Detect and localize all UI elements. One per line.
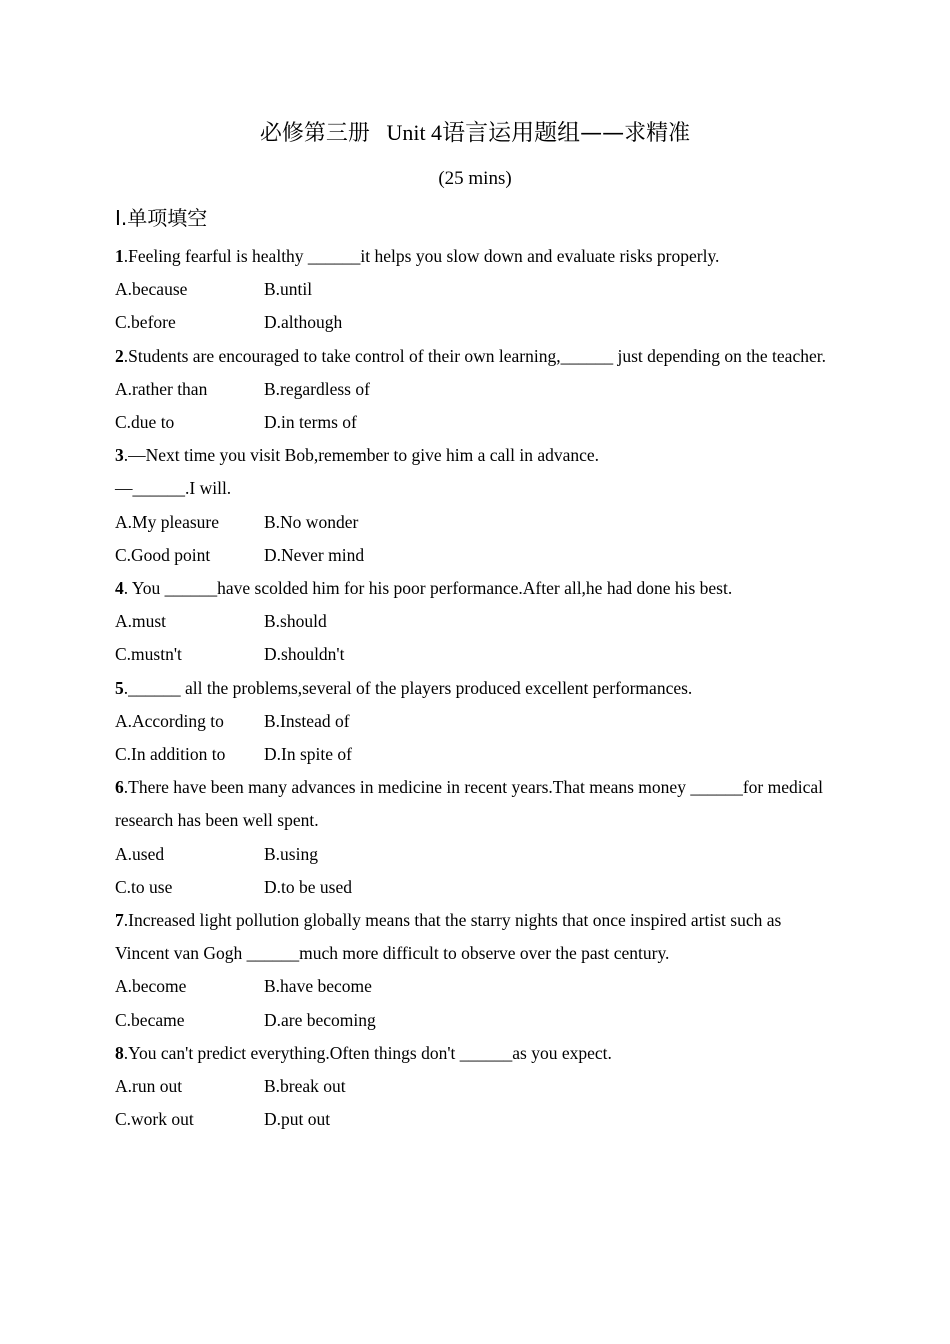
options-row (115, 970, 837, 1003)
option-b[interactable]: B.regardless of (264, 378, 370, 399)
time-limit: (25 mins) (438, 168, 512, 189)
question-number: 5 (115, 677, 124, 698)
options-row (115, 705, 837, 738)
topic-label: 语言运用题组 (442, 120, 581, 146)
options-row (115, 838, 837, 871)
options-row (115, 539, 837, 572)
option-d[interactable]: D.in terms of (264, 412, 357, 433)
option-d[interactable]: D.In spite of (264, 744, 352, 765)
option-d[interactable]: D.to be used (264, 876, 352, 897)
option-d[interactable]: D.are becoming (264, 1009, 376, 1030)
option-a[interactable]: A.become (115, 976, 187, 997)
option-c[interactable]: C.In addition to (115, 744, 226, 765)
question-number: 2 (115, 345, 124, 366)
section-heading: Ⅰ.单项填空 (115, 206, 208, 230)
question-6 (115, 771, 837, 837)
option-d[interactable]: D.put out (264, 1109, 331, 1130)
option-c[interactable]: C.before (115, 312, 176, 333)
option-d[interactable]: D.although (264, 312, 343, 333)
question-8 (115, 1037, 837, 1070)
question-number: 8 (115, 1042, 124, 1063)
options-row (115, 738, 837, 771)
option-b[interactable]: B.until (264, 279, 313, 300)
question-number: 3 (115, 445, 124, 466)
option-c[interactable]: C.due to (115, 412, 175, 433)
options-row (115, 1103, 837, 1136)
option-b[interactable]: B.have become (264, 976, 372, 997)
option-c[interactable]: C.became (115, 1009, 185, 1030)
options-row (115, 1070, 837, 1103)
question-stem: .You can't predict everything.Often things don't ______as you expect. (123, 1042, 612, 1063)
question-2 (115, 340, 837, 373)
option-a[interactable]: A.According to (115, 710, 224, 731)
question-3 (115, 439, 837, 472)
question-stem: .Increased light pollution globally means that the starry nights that once inspired artist such as Vincent van Gogh ______much more difficult to observe over the past century. (115, 910, 782, 964)
title-dash: —— (580, 121, 625, 146)
option-a[interactable]: A.rather than (115, 378, 208, 399)
unit-label: Unit 4 (386, 120, 443, 145)
option-b[interactable]: B.using (264, 843, 318, 864)
options-row (115, 406, 837, 439)
option-b[interactable]: B.should (264, 611, 327, 632)
page-title (0, 116, 950, 151)
question-stem: . You ______have scolded him for his poor performance.After all,he had done his best. (123, 578, 733, 599)
question-4 (115, 572, 837, 605)
option-b[interactable]: B.No wonder (264, 511, 359, 532)
question-stem: .______ all the problems,several of the players produced excellent performances. (123, 677, 693, 698)
question-number: 6 (115, 777, 124, 798)
question-stem: .—Next time you visit Bob,remember to give him a call in advance. (123, 445, 600, 466)
question-3-response: —______.I will. (115, 478, 232, 499)
option-a[interactable]: A.run out (115, 1076, 183, 1097)
question-5 (115, 672, 837, 705)
question-list (115, 240, 837, 1136)
option-c[interactable]: C.to use (115, 876, 173, 897)
option-d[interactable]: D.Never mind (264, 544, 365, 565)
option-a[interactable]: A.because (115, 279, 188, 300)
option-d[interactable]: D.shouldn't (264, 644, 345, 665)
options-row (115, 871, 837, 904)
options-row (115, 605, 837, 638)
option-c[interactable]: C.Good point (115, 544, 211, 565)
option-b[interactable]: B.Instead of (264, 710, 350, 731)
question-number: 1 (115, 246, 124, 266)
question-number: 4 (115, 578, 124, 599)
book-name: 必修第三册 (259, 121, 370, 146)
options-row (115, 1004, 837, 1037)
options-row (115, 306, 837, 339)
question-stem: .Feeling fearful is healthy ______it helps you slow down and evaluate risks properly. (123, 246, 720, 266)
question-1 (115, 240, 837, 273)
title-tag: 求精准 (624, 121, 691, 146)
option-a[interactable]: A.must (115, 611, 167, 632)
question-number: 7 (115, 910, 124, 931)
question-stem: .There have been many advances in medicine in recent years.That means money ______for medical research has been well spent. (115, 777, 823, 831)
options-row (115, 638, 837, 671)
options-row (115, 273, 837, 306)
options-row (115, 506, 837, 539)
option-c[interactable]: C.mustn't (115, 644, 182, 665)
question-7 (115, 904, 837, 970)
question-stem: .Students are encouraged to take control of their own learning,______ just depending on the teacher. (123, 345, 826, 366)
option-c[interactable]: C.work out (115, 1109, 194, 1130)
option-b[interactable]: B.break out (264, 1076, 346, 1097)
option-a[interactable]: A.My pleasure (115, 511, 220, 532)
option-a[interactable]: A.used (115, 843, 165, 864)
options-row (115, 373, 837, 406)
